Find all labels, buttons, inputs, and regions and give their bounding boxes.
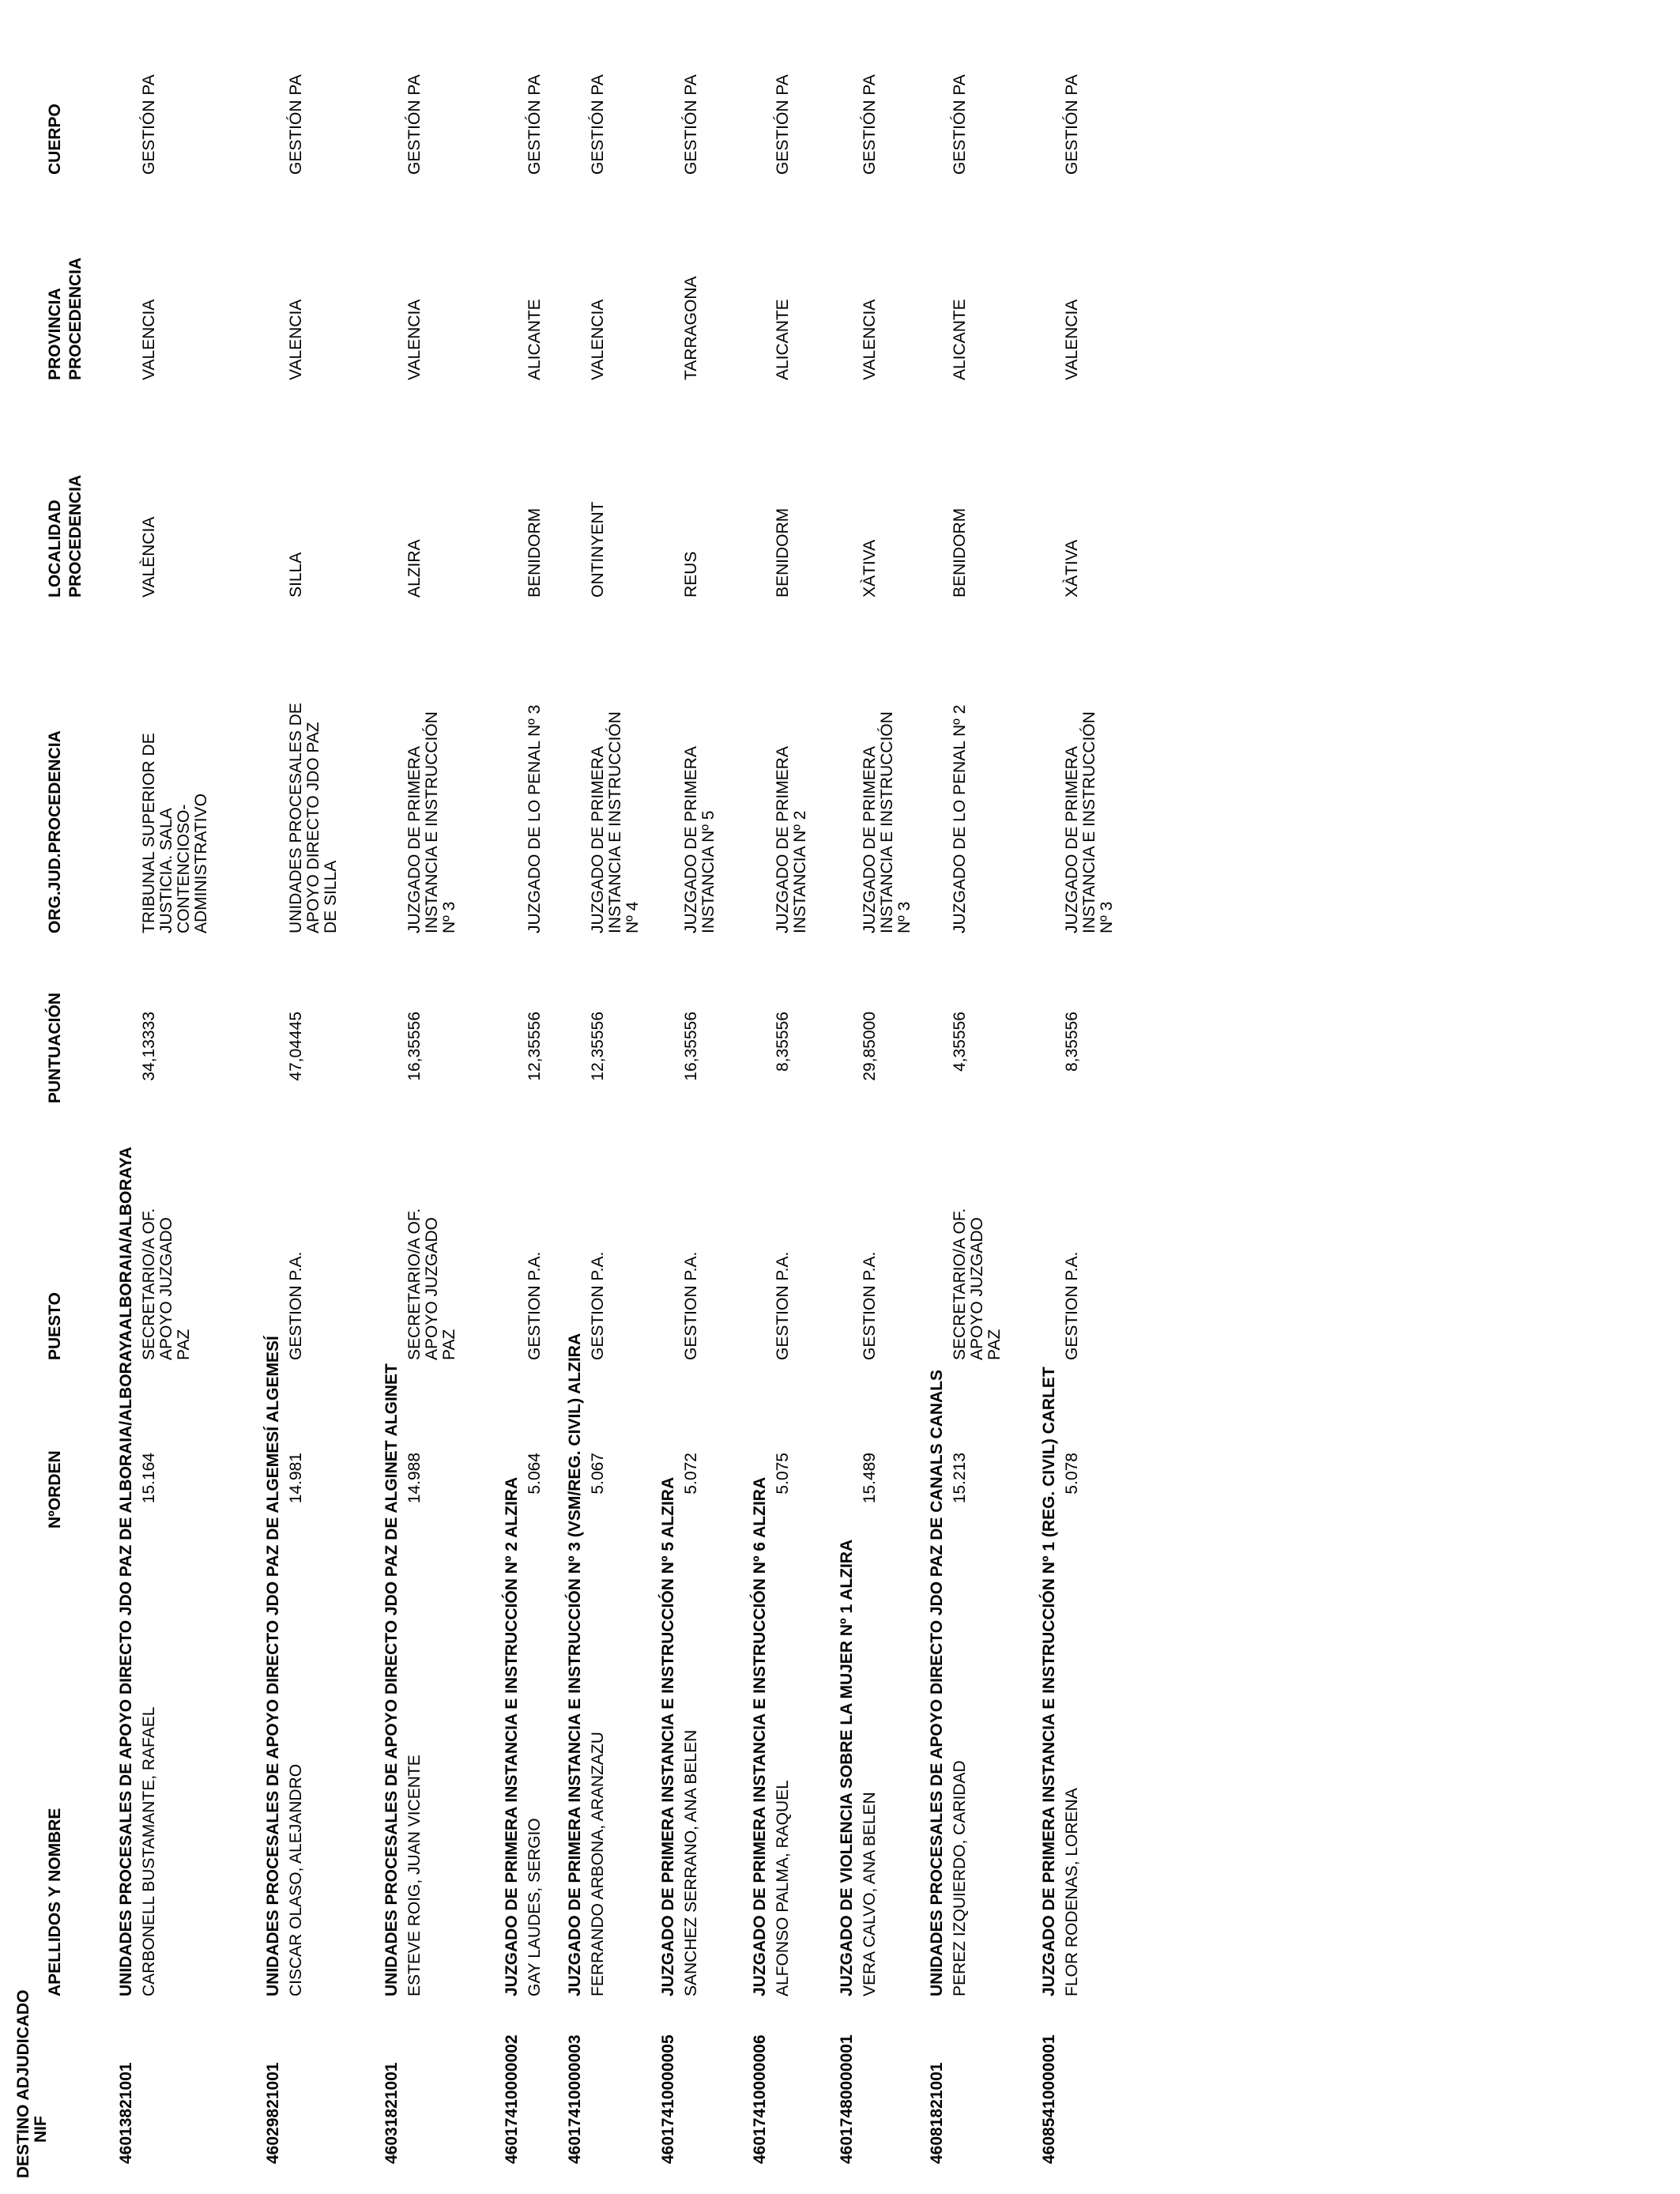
origin-court: JUZGADO DE PRIMERA INSTANCIA E INSTRUCCIÓN Nº 3 <box>1063 711 1116 933</box>
group-title: JUZGADO DE PRIMERA INSTANCIA E INSTRUCCIÓN Nº 2 ALZIRA <box>503 1476 521 1996</box>
group-title: UNIDADES PROCESALES DE APOYO DIRECTO JDO PAZ DE ALGINET ALGINET <box>382 1363 401 1996</box>
position: SECRETARIO/A OF. APOYO JUZGADO PAZ <box>951 1208 1004 1360</box>
origin-province: TARRAGONA <box>682 276 700 380</box>
applicant-name: ALFONSO PALMA, RAQUEL <box>774 1780 792 1996</box>
header-localidad-2: PROCEDENCIA <box>66 474 85 598</box>
corps: GESTIÓN PA <box>682 74 700 175</box>
group-code: 46017410000002 <box>503 2034 521 2164</box>
header-norden: NºORDEN <box>46 1450 64 1529</box>
origin-court: UNIDADES PROCESALES DE APOYO DIRECTO JDO PAZ DE SILLA <box>287 703 340 933</box>
position: GESTION P.A. <box>589 1251 607 1360</box>
group-title: JUZGADO DE PRIMERA INSTANCIA E INSTRUCCIÓN Nº 3 (VSM/REG. CIVIL) ALZIRA <box>566 1333 584 1996</box>
order-number: 15.489 <box>861 1453 879 1504</box>
score: 8,35556 <box>1063 1012 1081 1072</box>
applicant-name: CISCAR OLASO, ALEJANDRO <box>287 1763 305 1996</box>
score: 47,04445 <box>287 1012 305 1081</box>
origin-court: JUZGADO DE PRIMERA INSTANCIA Nº 2 <box>774 747 809 933</box>
group-title: UNIDADES PROCESALES DE APOYO DIRECTO JDO PAZ DE CANALS CANALS <box>928 1369 946 1996</box>
origin-province: ALICANTE <box>774 299 792 380</box>
applicant-name: SANCHEZ SERRANO, ANA BELEN <box>682 1729 700 1996</box>
applicant-name: PEREZ IZQUIERDO, CARIDAD <box>951 1760 969 1996</box>
applicant-name: CARBONELL BUSTAMANTE, RAFAEL <box>140 1706 158 1996</box>
origin-locality: BENIDORM <box>525 507 544 598</box>
origin-court: JUZGADO DE LO PENAL Nº 2 <box>951 704 969 933</box>
origin-court: JUZGADO DE PRIMERA INSTANCIA E INSTRUCCIÓN Nº 4 <box>589 711 642 933</box>
section-heading: DESTINO ADJUDICADO <box>14 1989 32 2178</box>
position: GESTION P.A. <box>1063 1251 1081 1360</box>
origin-locality: XÀTIVA <box>1063 539 1081 598</box>
score: 8,35556 <box>774 1012 792 1072</box>
order-number: 5.075 <box>774 1453 792 1495</box>
header-org: ORG.JUD.PROCEDENCIA <box>46 730 64 933</box>
origin-locality: ONTINYENT <box>589 501 607 598</box>
origin-province: VALENCIA <box>287 299 305 380</box>
score: 12,35556 <box>589 1012 607 1081</box>
origin-locality: VALÈNCIA <box>140 516 158 598</box>
group-code: 46017410000003 <box>566 2034 584 2164</box>
applicant-name: FERRANDO ARBONA, ARANZAZU <box>589 1732 607 1996</box>
origin-court: JUZGADO DE PRIMERA INSTANCIA E INSTRUCCIÓN Nº 3 <box>405 711 458 933</box>
position: GESTION P.A. <box>861 1251 879 1360</box>
origin-province: VALENCIA <box>1063 299 1081 380</box>
header-puesto: PUESTO <box>46 1292 64 1360</box>
applicant-name: GAY LAUDES, SERGIO <box>525 1818 544 1996</box>
origin-locality: REUS <box>682 551 700 598</box>
order-number: 14.981 <box>287 1453 305 1504</box>
group-title: JUZGADO DE PRIMERA INSTANCIA E INSTRUCCIÓN Nº 5 ALZIRA <box>659 1476 677 1996</box>
corps: GESTIÓN PA <box>589 74 607 175</box>
group-title: JUZGADO DE PRIMERA INSTANCIA E INSTRUCCIÓN Nº 6 ALZIRA <box>751 1476 769 1996</box>
position: GESTION P.A. <box>525 1251 544 1360</box>
corps: GESTIÓN PA <box>951 74 969 175</box>
score: 12,35556 <box>525 1012 544 1081</box>
corps: GESTIÓN PA <box>774 74 792 175</box>
group-title: JUZGADO DE VIOLENCIA SOBRE LA MUJER Nº 1 ALZIRA <box>838 1539 856 1996</box>
header-puntuacion: PUNTUACIÓN <box>46 993 64 1103</box>
group-code: 46017480000001 <box>838 2034 856 2164</box>
origin-locality: ALZIRA <box>405 539 424 598</box>
header-cuerpo: CUERPO <box>46 104 64 175</box>
group-title: UNIDADES PROCESALES DE APOYO DIRECTO JDO PAZ DE ALBORAIA/ALBORAYAALBORAIA/ALBORAYA <box>117 1146 135 1996</box>
origin-locality: XÀTIVA <box>861 539 879 598</box>
header-nif: NIF <box>32 2116 50 2143</box>
applicant-name: ESTEVE ROIG, JUAN VICENTE <box>405 1755 424 1996</box>
header-apellidos: APELLIDOS Y NOMBRE <box>46 1808 64 1996</box>
origin-locality: BENIDORM <box>951 507 969 598</box>
order-number: 5.067 <box>589 1453 607 1495</box>
group-title: JUZGADO DE PRIMERA INSTANCIA E INSTRUCCIÓN Nº 1 (REG. CIVIL) CARLET <box>1040 1367 1058 1996</box>
origin-province: VALENCIA <box>140 299 158 380</box>
origin-court: JUZGADO DE LO PENAL Nº 3 <box>525 704 544 933</box>
order-number: 5.072 <box>682 1453 700 1495</box>
corps: GESTIÓN PA <box>861 74 879 175</box>
header-provincia-2: PROCEDENCIA <box>66 257 85 380</box>
position: GESTION P.A. <box>682 1251 700 1360</box>
group-code: 46013821001 <box>117 2062 135 2164</box>
group-code: 46081821001 <box>928 2062 946 2164</box>
origin-province: ALICANTE <box>525 299 544 380</box>
score: 16,35556 <box>682 1012 700 1081</box>
score: 34,13333 <box>140 1012 158 1081</box>
position: SECRETARIO/A OF. APOYO JUZGADO PAZ <box>140 1208 193 1360</box>
origin-province: VALENCIA <box>861 299 879 380</box>
origin-province: VALENCIA <box>405 299 424 380</box>
applicant-name: VERA CALVO, ANA BELEN <box>861 1792 879 1996</box>
order-number: 15.213 <box>951 1453 969 1504</box>
order-number: 5.064 <box>525 1453 544 1495</box>
score: 4,35556 <box>951 1012 969 1072</box>
corps: GESTIÓN PA <box>525 74 544 175</box>
origin-locality: SILLA <box>287 552 305 598</box>
group-title: UNIDADES PROCESALES DE APOYO DIRECTO JDO PAZ DE ALGEMESÍ ALGEMESÍ <box>264 1336 282 1996</box>
group-code: 46085410000001 <box>1040 2034 1058 2164</box>
group-code: 46017410000006 <box>751 2034 769 2164</box>
order-number: 15.164 <box>140 1453 158 1504</box>
origin-locality: BENIDORM <box>774 507 792 598</box>
order-number: 5.078 <box>1063 1453 1081 1495</box>
group-code: 46031821001 <box>382 2062 401 2164</box>
position: GESTION P.A. <box>774 1251 792 1360</box>
position: GESTION P.A. <box>287 1251 305 1360</box>
origin-province: VALENCIA <box>589 299 607 380</box>
header-provincia-1: PROVINCIA <box>46 288 64 380</box>
order-number: 14.988 <box>405 1453 424 1504</box>
origin-court: TRIBUNAL SUPERIOR DE JUSTICIA. SALA CONTENCIOSO-ADMINISTRATIVO <box>140 733 210 933</box>
score: 29,85000 <box>861 1012 879 1081</box>
corps: GESTIÓN PA <box>287 74 305 175</box>
applicant-name: FLOR RODENAS, LORENA <box>1063 1788 1081 1996</box>
group-code: 46017410000005 <box>659 2034 677 2164</box>
origin-court: JUZGADO DE PRIMERA INSTANCIA E INSTRUCCIÓN Nº 3 <box>861 711 913 933</box>
corps: GESTIÓN PA <box>405 74 424 175</box>
score: 16,35556 <box>405 1012 424 1081</box>
origin-province: ALICANTE <box>951 299 969 380</box>
corps: GESTIÓN PA <box>140 74 158 175</box>
header-localidad-1: LOCALIDAD <box>46 499 64 598</box>
position: SECRETARIO/A OF. APOYO JUZGADO PAZ <box>405 1208 458 1360</box>
group-code: 46029821001 <box>264 2062 282 2164</box>
origin-court: JUZGADO DE PRIMERA INSTANCIA Nº 5 <box>682 747 718 933</box>
corps: GESTIÓN PA <box>1063 74 1081 175</box>
